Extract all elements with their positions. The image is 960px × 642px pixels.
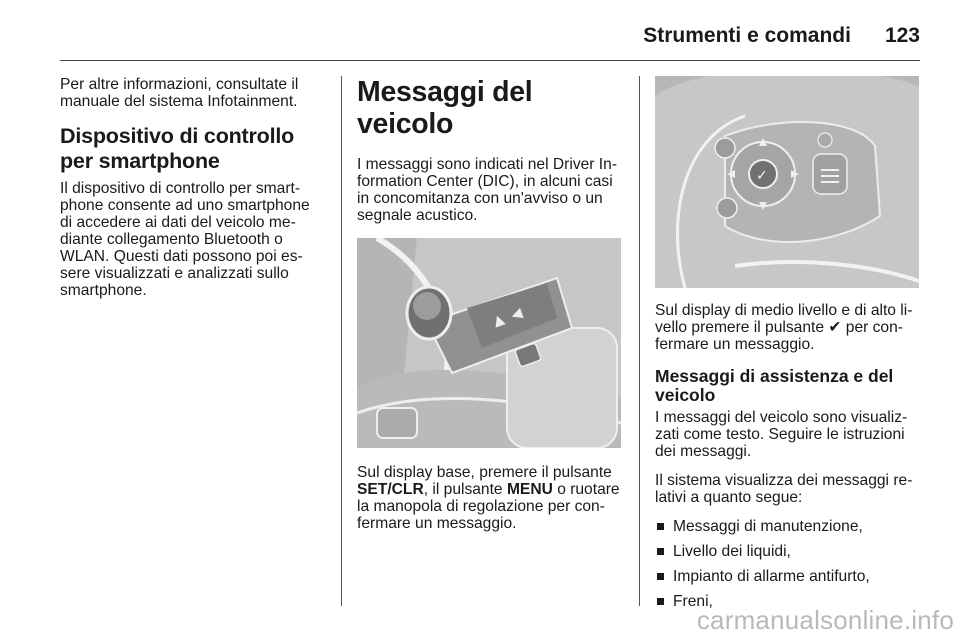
list-item: Freni, bbox=[655, 593, 923, 610]
lever-caption bbox=[357, 464, 625, 532]
wheel-caption-text-2: per confermare un messaggio. bbox=[655, 319, 903, 353]
lever-caption-text-2: , il pulsante bbox=[423, 481, 507, 498]
section-title: Strumenti e comandi bbox=[643, 24, 851, 47]
lever-drawing bbox=[357, 238, 621, 448]
svg-text:✓: ✓ bbox=[756, 168, 768, 184]
column-divider-2 bbox=[639, 76, 640, 606]
page-header bbox=[643, 18, 920, 48]
svg-text:▲: ▲ bbox=[490, 311, 507, 330]
service-messages-heading: Messaggi di assistenza e del veicolo bbox=[655, 366, 894, 405]
wheel-caption bbox=[655, 302, 923, 353]
column-divider-1 bbox=[341, 76, 342, 606]
wheel-caption-text-1: Sul display di medio livello e di alto livello premere il pulsante bbox=[655, 302, 913, 336]
smartphone-heading: Dispositivo di controllo per smartphone bbox=[60, 124, 295, 173]
lever-caption-text-1: Sul display base, premere il pulsante bbox=[357, 464, 612, 481]
set-clr-label: SET/CLR bbox=[357, 481, 424, 498]
steering-wheel-controls-illustration bbox=[655, 76, 919, 288]
lever-caption-text-3: o ruotare la manopola di regolazione per confermare un messaggio. bbox=[357, 481, 620, 532]
list-item: Messaggi di manutenzione, bbox=[655, 518, 923, 535]
page-number: 123 bbox=[884, 24, 920, 47]
service-paragraph-2: Il sistema visualizza dei messaggi relativi a quanto segue: bbox=[655, 472, 913, 506]
service-paragraph-1: I messaggi del veicolo sono visualizzati come testo. Seguire le istruzioni dei messaggi. bbox=[655, 409, 908, 460]
check-icon: ✔ bbox=[828, 319, 842, 336]
vehicle-messages-heading: Messaggi del veicolo bbox=[357, 76, 533, 140]
column-left bbox=[60, 76, 324, 311]
menu-label: MENU bbox=[506, 481, 553, 498]
column-middle bbox=[357, 76, 625, 544]
watermark: carmanualsonline.info bbox=[696, 605, 954, 635]
turn-signal-lever-illustration bbox=[357, 238, 621, 448]
steering-wheel-drawing bbox=[655, 76, 919, 288]
vehicle-messages-paragraph: I messaggi sono indicati nel Driver Information Center (DIC), in alcuni casi in concomitanza con un'avviso o un segnale acustico. bbox=[357, 156, 618, 224]
header-rule bbox=[60, 60, 920, 61]
svg-text:◀: ◀ bbox=[508, 305, 525, 324]
list-item: Livello dei liquidi, bbox=[655, 543, 923, 560]
column-right bbox=[655, 76, 923, 618]
intro-paragraph: Per altre informazioni, consultate il manuale del sistema Infotainment. bbox=[60, 76, 299, 110]
list-item: Impianto di allarme antifurto, bbox=[655, 568, 923, 585]
message-type-list bbox=[655, 518, 923, 610]
smartphone-paragraph: Il dispositivo di controllo per smartphone consente ad uno smartphone di accedere ai dati del veicolo mediante collegamento Bluetooth o WLAN. Questi dati possono poi essere visualizzati e analizzati sullo smartphone. bbox=[60, 180, 310, 299]
